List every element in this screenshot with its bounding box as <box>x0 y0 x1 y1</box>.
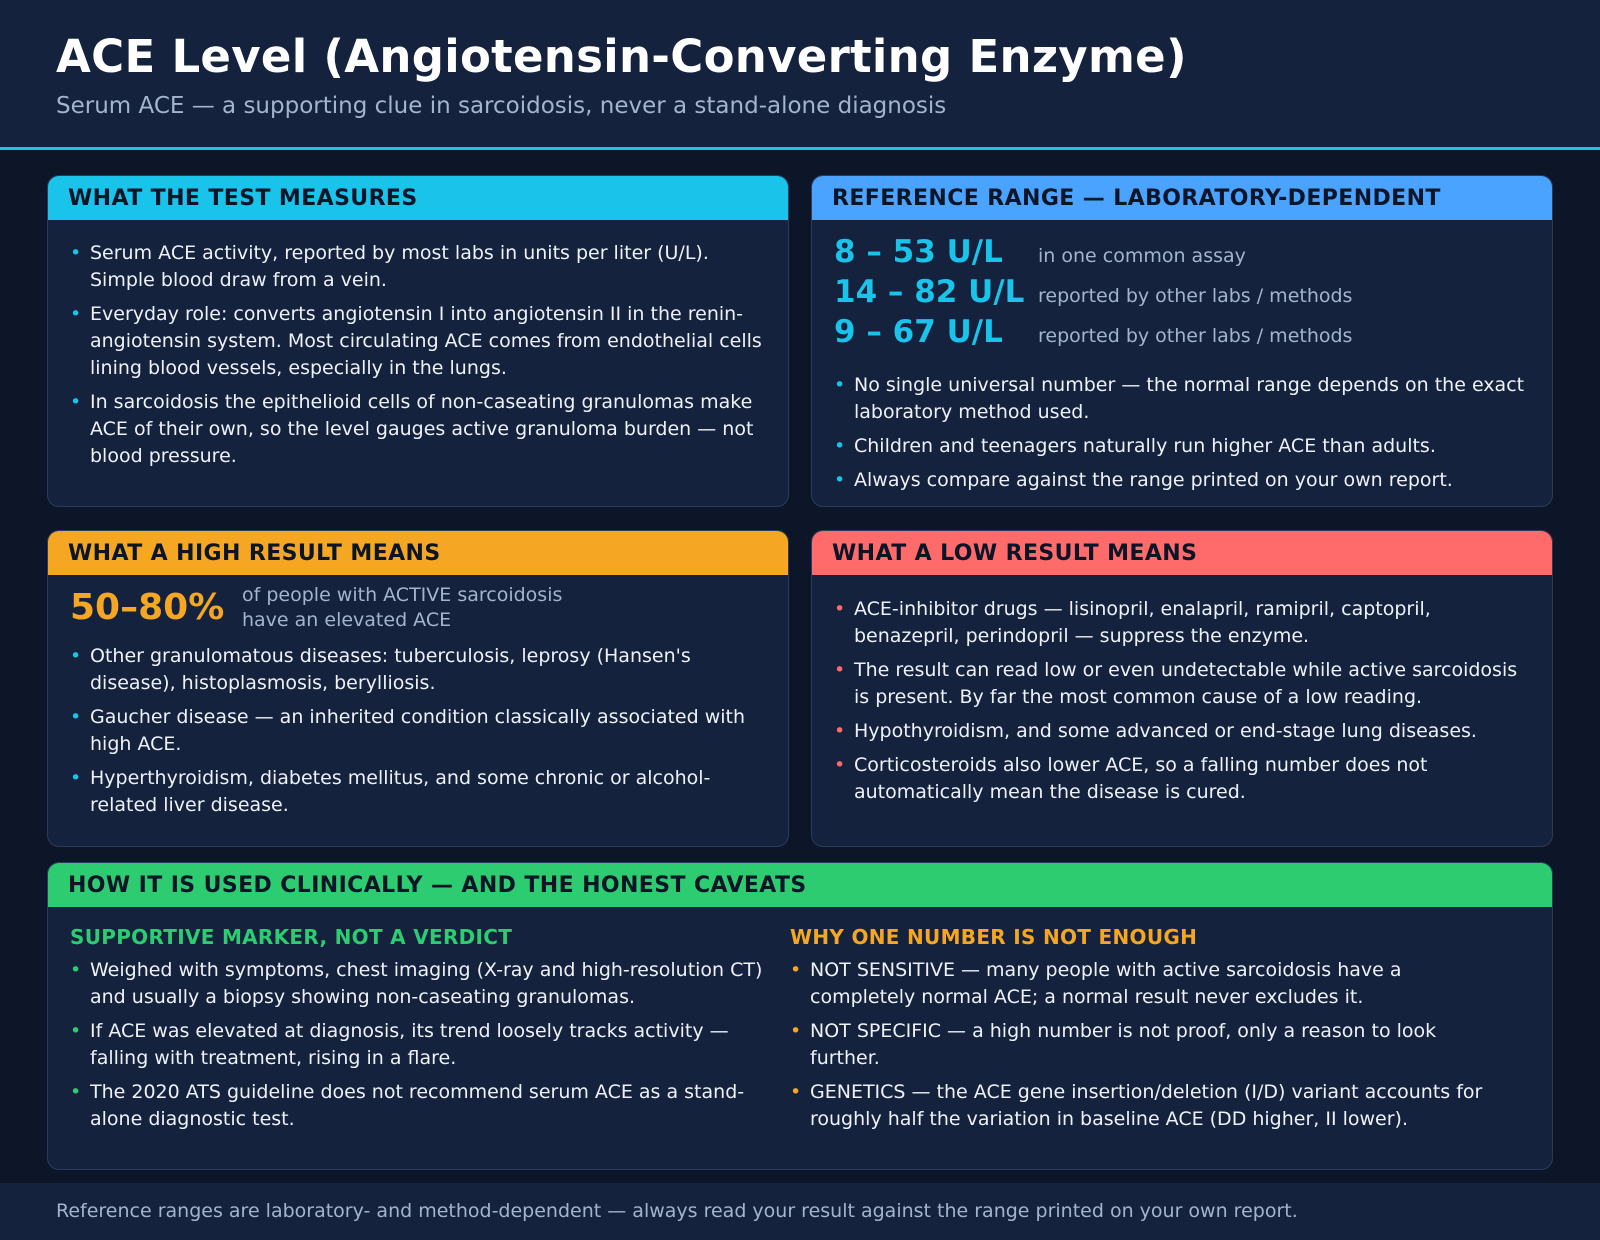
high-result-stat <box>70 583 766 639</box>
list-item: • The result can read low or even undetectable while active sarcoidosis is present. By far the most common cause of a low reading. <box>834 657 1530 711</box>
list-item: • Serum ACE activity, reported by most labs in units per liter (U/L). Simple blood draw from a vein. <box>70 240 766 294</box>
stat-caption-line: of people with ACTIVE sarcoidosis <box>242 584 563 606</box>
range-note: in one common assay <box>1038 245 1246 267</box>
stat-value: 50–80% <box>70 587 225 628</box>
reference-card <box>811 175 1553 507</box>
list-item: • No single universal number — the normal range depends on the exact laboratory method used. <box>834 372 1530 426</box>
list-item: • ACE-inhibitor drugs — lisinopril, enalapril, ramipril, captopril, benazepril, perindopril — suppress the enzyme. <box>834 596 1530 650</box>
range-list <box>834 234 1530 354</box>
page-subtitle: Serum ACE — a supporting clue in sarcoidosis, never a stand-alone diagnosis <box>56 93 947 119</box>
reference-heading: REFERENCE RANGE — LABORATORY-DEPENDENT <box>812 176 1552 220</box>
list-item: • Hyperthyroidism, diabetes mellitus, and some chronic or alcohol-related liver disease. <box>70 765 766 819</box>
list-item: • Children and teenagers naturally run higher ACE than adults. <box>834 433 1530 460</box>
low-result-heading: WHAT A LOW RESULT MEANS <box>812 531 1552 575</box>
list-item: • Corticosteroids also lower ACE, so a falling number does not automatically mean the disease is cured. <box>834 752 1530 806</box>
list-item: • In sarcoidosis the epithelioid cells of non-caseating granulomas make ACE of their own, so the level gauges active granuloma burden — not blood pressure. <box>70 389 766 470</box>
clinical-right-column <box>788 907 1528 1140</box>
page-header <box>0 0 1600 150</box>
range-row <box>834 274 1530 314</box>
list-item: • Hypothyroidism, and some advanced or end-stage lung diseases. <box>834 718 1530 745</box>
list-item: • Everyday role: converts angiotensin I into angiotensin II in the renin-angiotensin system. Most circulating ACE comes from endothelial cells lining blood vessels, especially in the lungs. <box>70 301 766 382</box>
range-value: 14 – 82 U/L <box>834 274 1025 310</box>
high-result-card <box>47 530 789 847</box>
reference-list <box>834 372 1530 494</box>
list-item: • Always compare against the range printed on your own report. <box>834 467 1530 494</box>
measures-heading: WHAT THE TEST MEASURES <box>48 176 788 220</box>
range-value: 8 – 53 U/L <box>834 234 1003 270</box>
measures-list <box>70 240 766 470</box>
page-footer <box>0 1183 1600 1240</box>
supportive-list <box>70 957 766 1133</box>
page-title: ACE Level (Angiotensin-Converting Enzyme) <box>56 30 1187 83</box>
list-item: • Gaucher disease — an inherited condition classically associated with high ACE. <box>70 704 766 758</box>
list-item: • Other granulomatous diseases: tuberculosis, leprosy (Hansen's disease), histoplasmosis, berylliosis. <box>70 643 766 697</box>
range-note: reported by other labs / methods <box>1038 285 1353 307</box>
list-item: • The 2020 ATS guideline does not recommend serum ACE as a stand-alone diagnostic test. <box>70 1079 766 1133</box>
range-value: 9 – 67 U/L <box>834 314 1003 350</box>
range-row <box>834 234 1530 274</box>
list-item: • If ACE was elevated at diagnosis, its trend loosely tracks activity — falling with treatment, rising in a flare. <box>70 1018 766 1072</box>
measures-card <box>47 175 789 507</box>
supportive-heading: SUPPORTIVE MARKER, NOT A VERDICT <box>70 925 513 949</box>
footer-note: Reference ranges are laboratory- and method-dependent — always read your result against the range printed on your own report. <box>56 1200 1298 1222</box>
range-note: reported by other labs / methods <box>1038 325 1353 347</box>
high-result-heading: WHAT A HIGH RESULT MEANS <box>48 531 788 575</box>
high-result-list <box>70 643 766 819</box>
range-row <box>834 314 1530 354</box>
clinical-left-column <box>48 907 788 1140</box>
stat-caption <box>242 583 562 633</box>
stat-caption-line: have an elevated ACE <box>242 609 452 631</box>
caveats-heading: WHY ONE NUMBER IS NOT ENOUGH <box>790 925 1198 949</box>
list-item: • Weighed with symptoms, chest imaging (X-ray and high-resolution CT) and usually a biopsy showing non-caseating granulomas. <box>70 957 766 1011</box>
list-item: • GENETICS — the ACE gene insertion/deletion (I/D) variant accounts for roughly half the variation in baseline ACE (DD higher, II lower). <box>790 1079 1506 1133</box>
low-result-card <box>811 530 1553 847</box>
clinical-heading: HOW IT IS USED CLINICALLY — AND THE HONEST CAVEATS <box>48 863 1552 907</box>
list-item: • NOT SPECIFIC — a high number is not proof, only a reason to look further. <box>790 1018 1506 1072</box>
caveats-list <box>790 957 1506 1133</box>
list-item: • NOT SENSITIVE — many people with active sarcoidosis have a completely normal ACE; a normal result never excludes it. <box>790 957 1506 1011</box>
clinical-card <box>47 862 1553 1170</box>
low-result-list <box>834 596 1530 806</box>
